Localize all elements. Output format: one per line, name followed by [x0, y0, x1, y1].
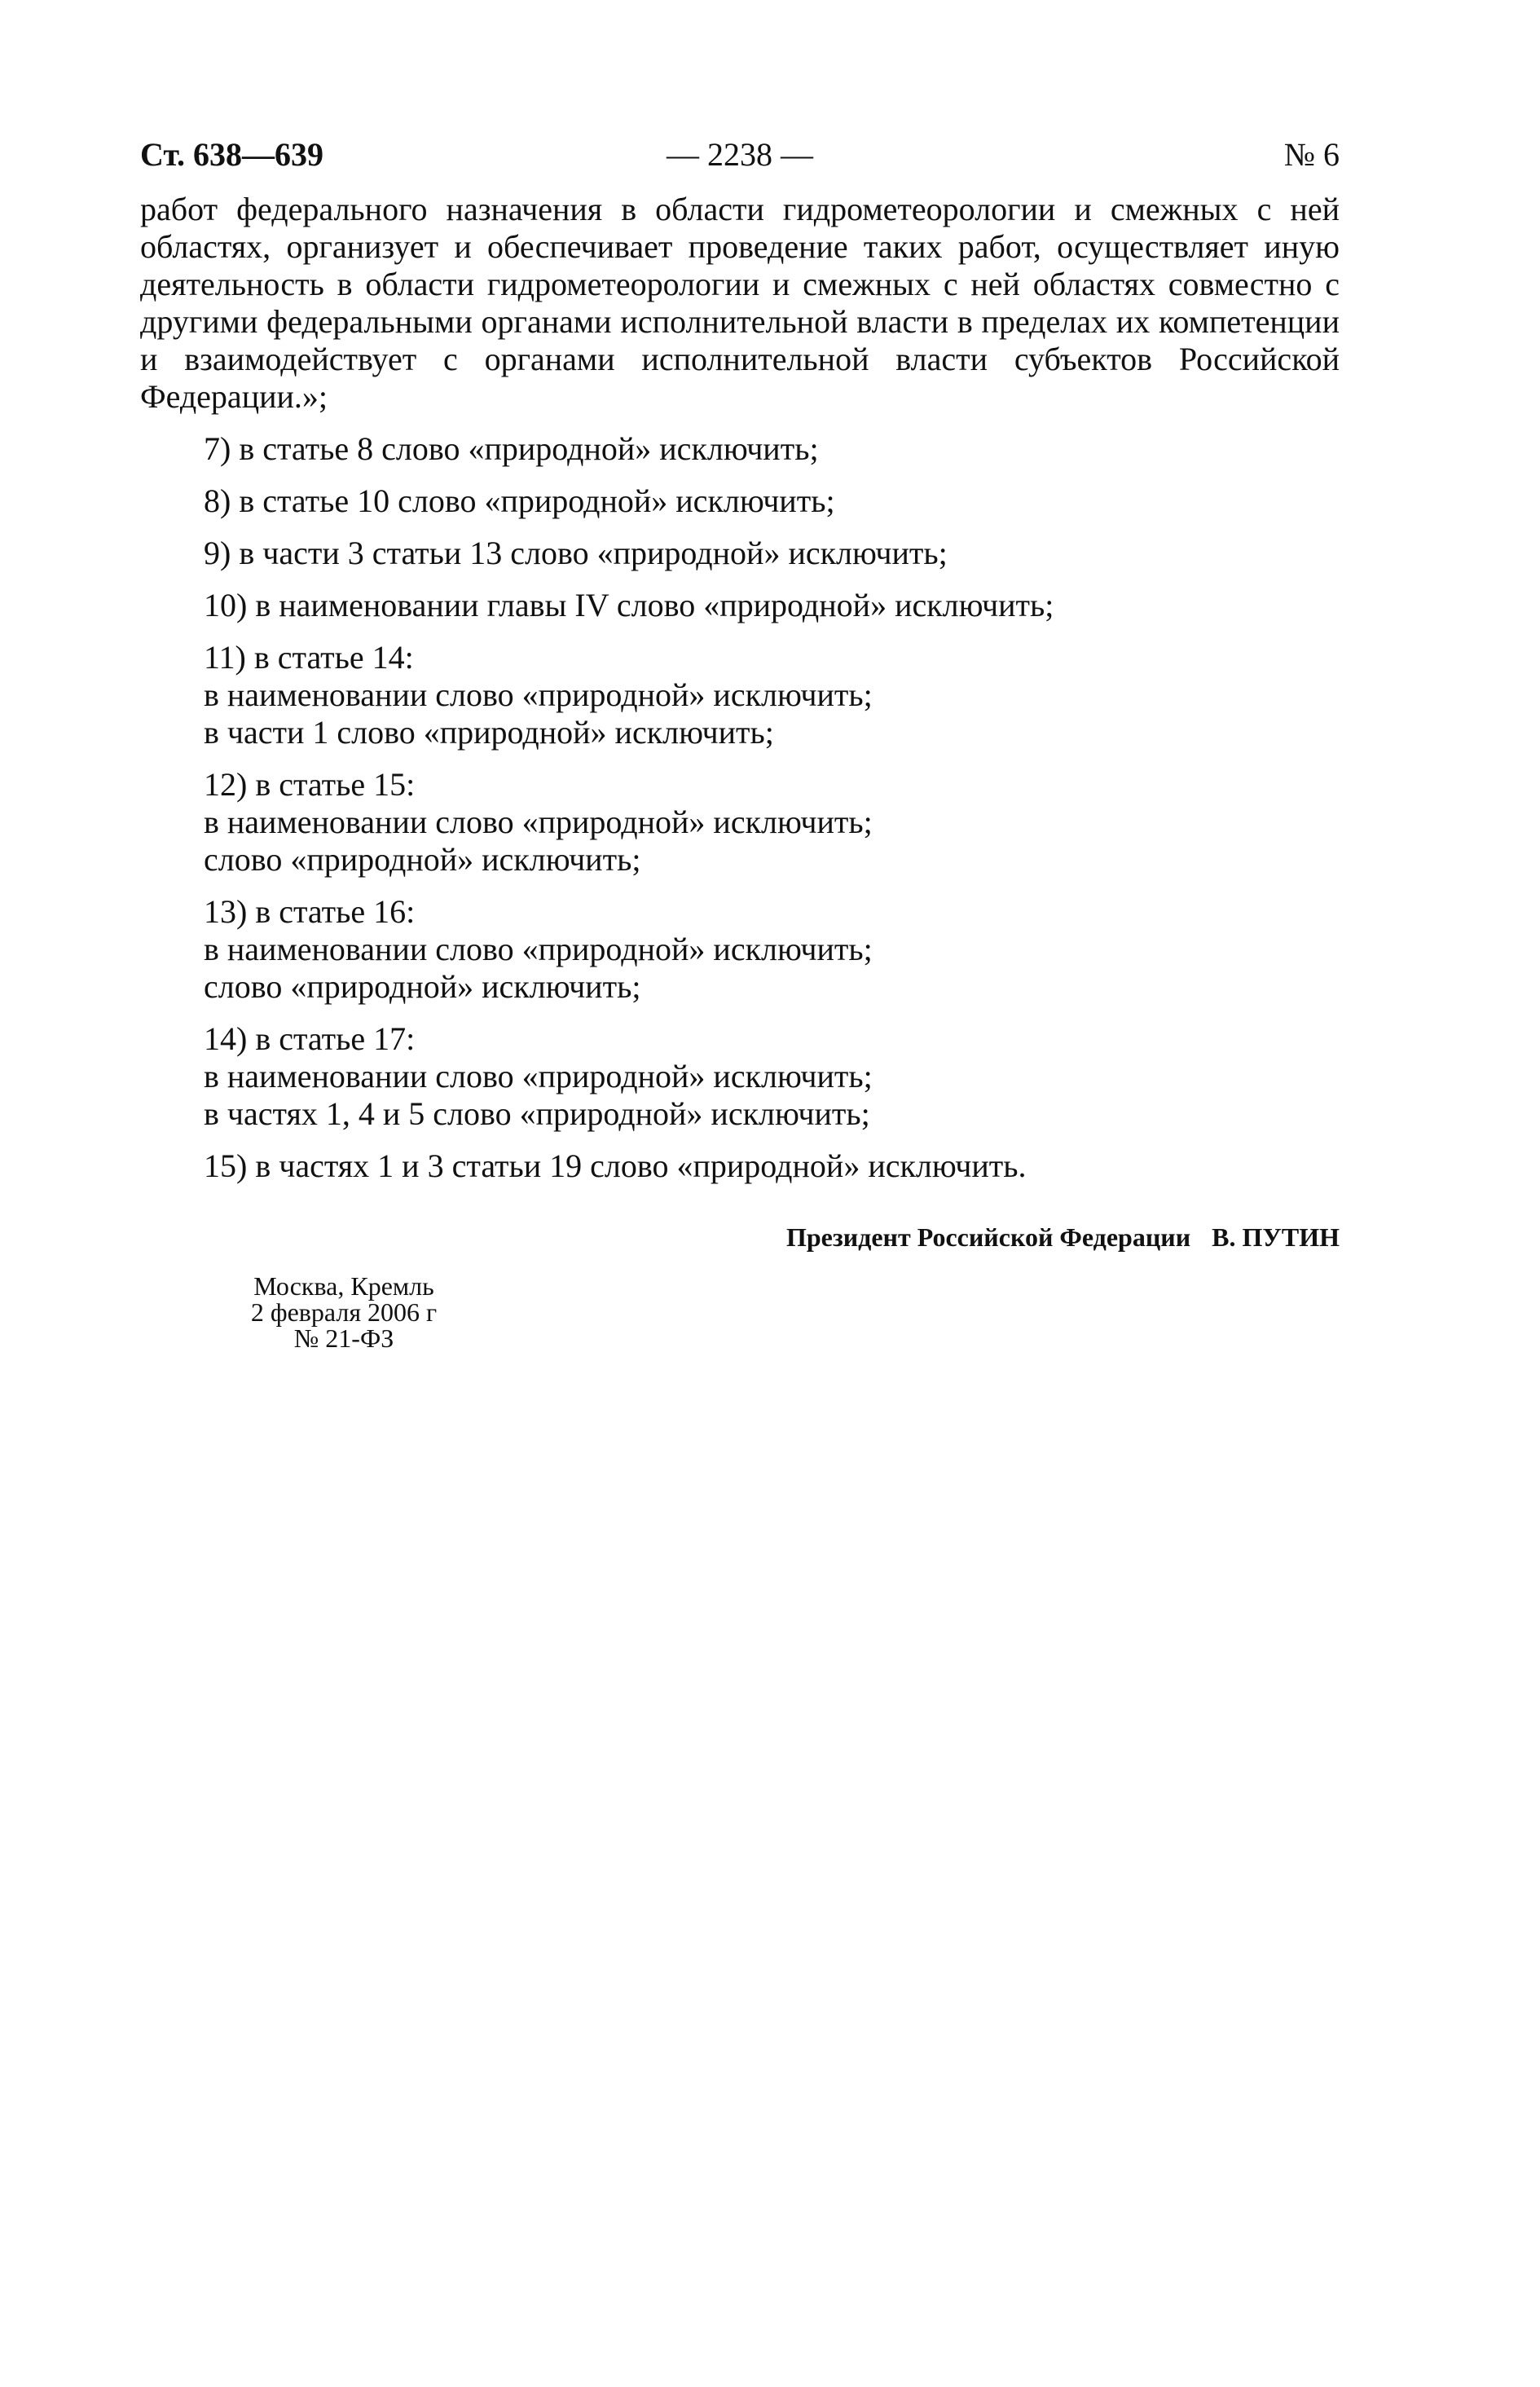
amendment-subitem: в наименовании слово «природной» исключить;: [204, 804, 873, 840]
amendment-heading: 10) в наименовании главы IV слово «природной» исключить;: [204, 587, 1054, 623]
amendment-item: [140, 1020, 1340, 1133]
amendment-item: [140, 893, 1340, 1006]
signatory-title: Президент Российской Федерации: [785, 1222, 1191, 1252]
amendment-item: [140, 587, 1340, 624]
amendment-subitem: в частях 1, 4 и 5 слово «природной» исключить;: [204, 1095, 870, 1132]
law-number: № 21-ФЗ: [293, 1323, 394, 1353]
amendment-item: [140, 430, 1340, 468]
amendment-heading: 13) в статье 16:: [204, 893, 416, 930]
amendment-item: [140, 482, 1340, 520]
signature-block: [140, 1221, 1340, 1253]
amendment-subitem: слово «природной» исключить;: [204, 968, 641, 1005]
amendment-heading: 11) в статье 14:: [204, 639, 414, 676]
article-range: Ст. 638—639: [140, 136, 323, 173]
amendment-subitem: в наименовании слово «природной» исключить;: [204, 931, 873, 967]
amendment-heading: 8) в статье 10 слово «природной» исключить;: [204, 482, 835, 519]
amendment-item: [140, 535, 1340, 572]
amendment-item: [140, 1147, 1340, 1185]
amendment-heading: 9) в части 3 статьи 13 слово «природной» исключить;: [204, 535, 948, 571]
amendment-heading: 7) в статье 8 слово «природной» исключить;: [204, 430, 819, 467]
amendment-item: [140, 766, 1340, 879]
amendment-subitem: слово «природной» исключить;: [204, 841, 641, 878]
place-date-block: [238, 1273, 450, 1351]
issue-number: № 6: [1283, 136, 1340, 173]
amendment-heading: 14) в статье 17:: [204, 1020, 416, 1057]
amendment-subitem: в наименовании слово «природной» исключить;: [204, 676, 873, 713]
amendment-subitem: в наименовании слово «природной» исключить;: [204, 1058, 873, 1094]
amendment-heading: 12) в статье 15:: [204, 766, 416, 803]
page-number: — 2238 —: [667, 136, 813, 173]
document-page: [140, 130, 1340, 1351]
amendment-item: [140, 639, 1340, 751]
page-header: [140, 130, 1340, 179]
amendment-heading: 15) в частях 1 и 3 статьи 19 слово «природной» исключить.: [204, 1147, 1027, 1184]
intro-paragraph: работ федерального назначения в области гидрометеорологии и смежных с ней областях, организует и обеспечивает проведение таких работ, осуществляет иную деятельность в области гидрометеорологии и смежных с ней областях совместно с другими федеральными органами исполнительной власти в пределах их компетенции и взаимодействует с органами исполнительной власти субъектов Российской Федерации.»;: [140, 191, 1340, 415]
signing-place: Москва, Кремль: [253, 1271, 434, 1301]
signatory-name: В. ПУТИН: [1212, 1222, 1340, 1252]
amendment-subitem: в части 1 слово «природной» исключить;: [204, 714, 774, 751]
amendment-list: [140, 430, 1340, 1185]
signing-date: 2 февраля 2006 г: [250, 1297, 438, 1327]
